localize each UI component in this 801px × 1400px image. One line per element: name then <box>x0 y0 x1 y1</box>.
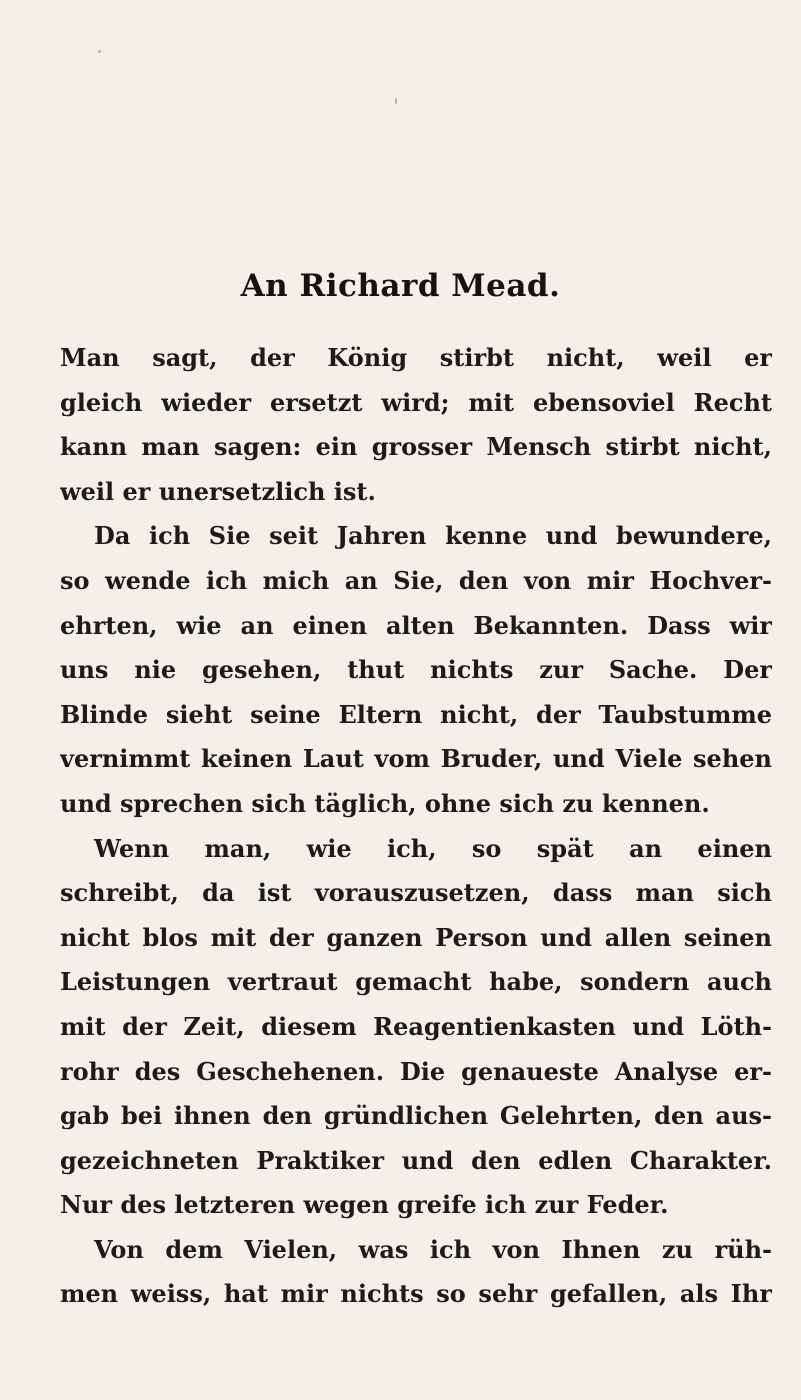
text-line: weil er unersetzlich ist. <box>60 476 376 506</box>
text-line: nicht blos mit der ganzen Person und allen seinen <box>60 922 772 952</box>
paragraph-1 <box>60 336 772 514</box>
text-line: und sprechen sich täglich, ohne sich zu kennen. <box>60 788 710 818</box>
text-line: Leistungen vertraut gemacht habe, sondern auch <box>60 967 772 997</box>
paragraph-4 <box>60 1228 772 1317</box>
text-line: so wende ich mich an Sie, den von mir Hochver- <box>60 565 772 595</box>
text-line: Von dem Vielen, was ich von Ihnen zu rüh- <box>94 1234 772 1264</box>
text-line: Blinde sieht seine Eltern nicht, der Taubstumme <box>60 699 772 729</box>
text-line: vernimmt keinen Laut vom Bruder, und Viele sehen <box>60 744 772 774</box>
text-line: men weiss, hat mir nichts so sehr gefallen, als Ihr <box>60 1279 772 1309</box>
text-line: schreibt, da ist vorauszusetzen, dass man sich <box>60 878 772 908</box>
text-line: uns nie gesehen, thut nichts zur Sache. Der <box>60 655 772 685</box>
text-line: ehrten, wie an einen alten Bekannten. Dass wir <box>60 610 772 640</box>
letter-body <box>60 336 772 1317</box>
text-line: rohr des Geschehenen. Die genaueste Analyse er- <box>60 1056 772 1086</box>
paper-speck <box>395 98 397 104</box>
text-line: gleich wieder ersetzt wird; mit ebensoviel Recht <box>60 387 772 417</box>
text-line: gezeichneten Praktiker und den edlen Charakter. <box>60 1145 772 1175</box>
letter-heading: An Richard Mead. <box>240 268 561 304</box>
text-line: Da ich Sie seit Jahren kenne und bewundere, <box>94 521 772 551</box>
paper-speck <box>98 50 101 53</box>
paragraph-2 <box>60 514 772 826</box>
paragraph-3 <box>60 827 772 1228</box>
text-line: Man sagt, der König stirbt nicht, weil er <box>60 343 772 372</box>
text-line: Wenn man, wie ich, so spät an einen <box>94 833 772 863</box>
text-line: kann man sagen: ein grosser Mensch stirbt nicht, <box>60 432 772 462</box>
text-line: gab bei ihnen den gründlichen Gelehrten, den aus- <box>60 1101 772 1131</box>
text-line: mit der Zeit, diesem Reagentienkasten und Löth- <box>60 1011 772 1041</box>
text-line: Nur des letzteren wegen greife ich zur Feder. <box>60 1190 669 1220</box>
